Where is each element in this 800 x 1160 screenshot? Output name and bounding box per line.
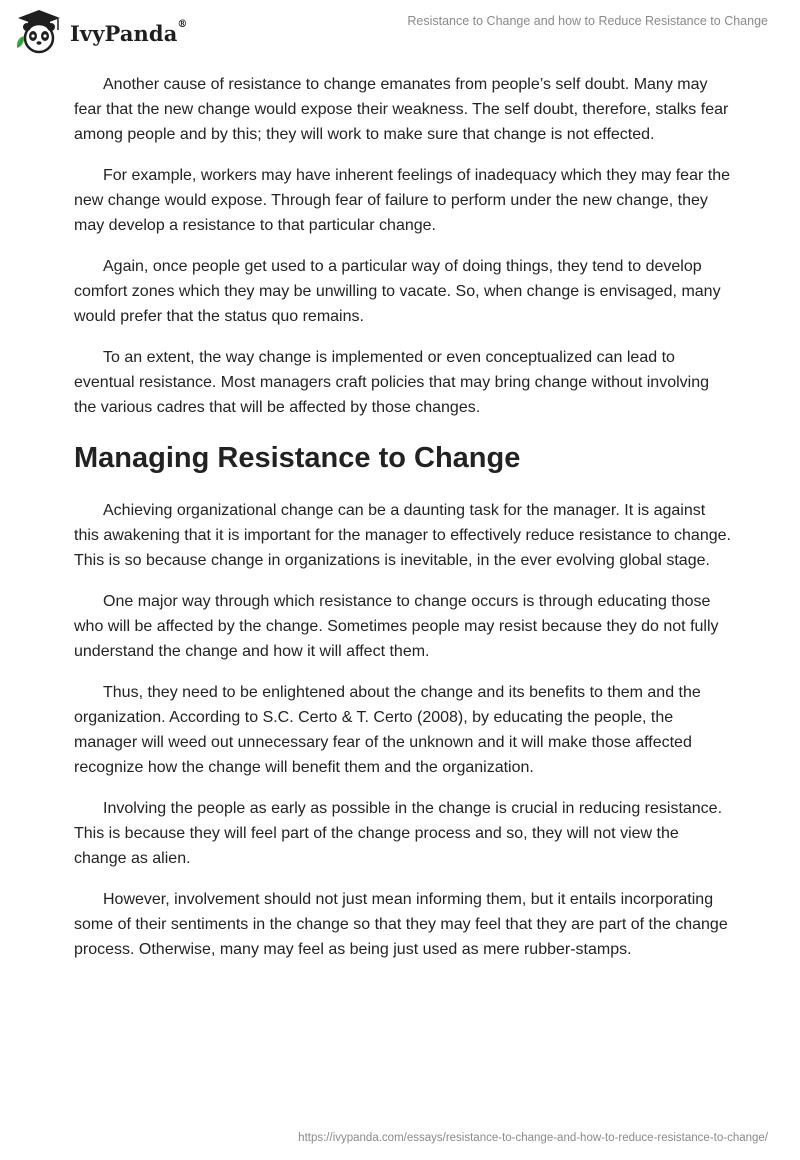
ivypanda-logo[interactable]	[14, 8, 188, 56]
source-url[interactable]: https://ivypanda.com/essays/resistance-to-change-and-how-to-reduce-resistance-to-change/	[298, 1132, 768, 1144]
paragraph: Involving the people as early as possible in the change is crucial in reducing resistance. This is because they will feel part of the change process and so, they will not view the change as alien.	[74, 800, 723, 867]
panda-logo-icon	[14, 8, 64, 56]
paragraph: Another cause of resistance to change emanates from people’s self doubt. Many may fear that the new change would expose their weakness. The self doubt, therefore, stalks fear among people and by this; they will work to make sure that change is not effected.	[74, 76, 729, 143]
paragraph: For example, workers may have inherent feelings of inadequacy which they may fear the new change would expose. Through fear of failure to perform under the new change, they may develop a resistance to that particular change.	[74, 167, 730, 234]
registered-mark: ®	[177, 18, 188, 30]
logo-text: IvyPanda®	[70, 18, 188, 46]
paragraph: One major way through which resistance to change occurs is through educating those who will be affected by the change. Sometimes people may resist because they do not fully understand the change and how it will affect them.	[74, 593, 719, 660]
paragraph: Achieving organizational change can be a daunting task for the manager. It is against this awakening that it is important for the manager to effectively reduce resistance to change. This is so because change in organizations is inevitable, in the ever evolving global stage.	[74, 502, 731, 569]
section-heading: Managing Resistance to Change	[74, 442, 521, 474]
essay-body	[74, 72, 734, 978]
paragraph: Thus, they need to be enlightened about the change and its benefits to them and the organization. According to S.C. Certo & T. Certo (2008), by educating the people, the manager will weed out unnecessary fear of the unknown and it will make those affected recognize how the change will benefit them and the organization.	[74, 684, 701, 776]
document-title: Resistance to Change and how to Reduce Resistance to Change	[407, 14, 768, 28]
paragraph: Again, once people get used to a particular way of doing things, they tend to develop comfort zones which they may be unwilling to vacate. So, when change is envisaged, many would prefer that the status quo remains.	[74, 258, 721, 325]
paragraph: To an extent, the way change is implemented or even conceptualized can lead to eventual resistance. Most managers craft policies that may bring change without involving the various cadres that will be affected by those changes.	[74, 349, 709, 416]
page-header	[0, 0, 800, 64]
paragraph: However, involvement should not just mean informing them, but it entails incorporating some of their sentiments in the change so that they may feel that they are part of the change process. Otherwise, many may feel as being just used as mere rubber-stamps.	[74, 891, 728, 958]
